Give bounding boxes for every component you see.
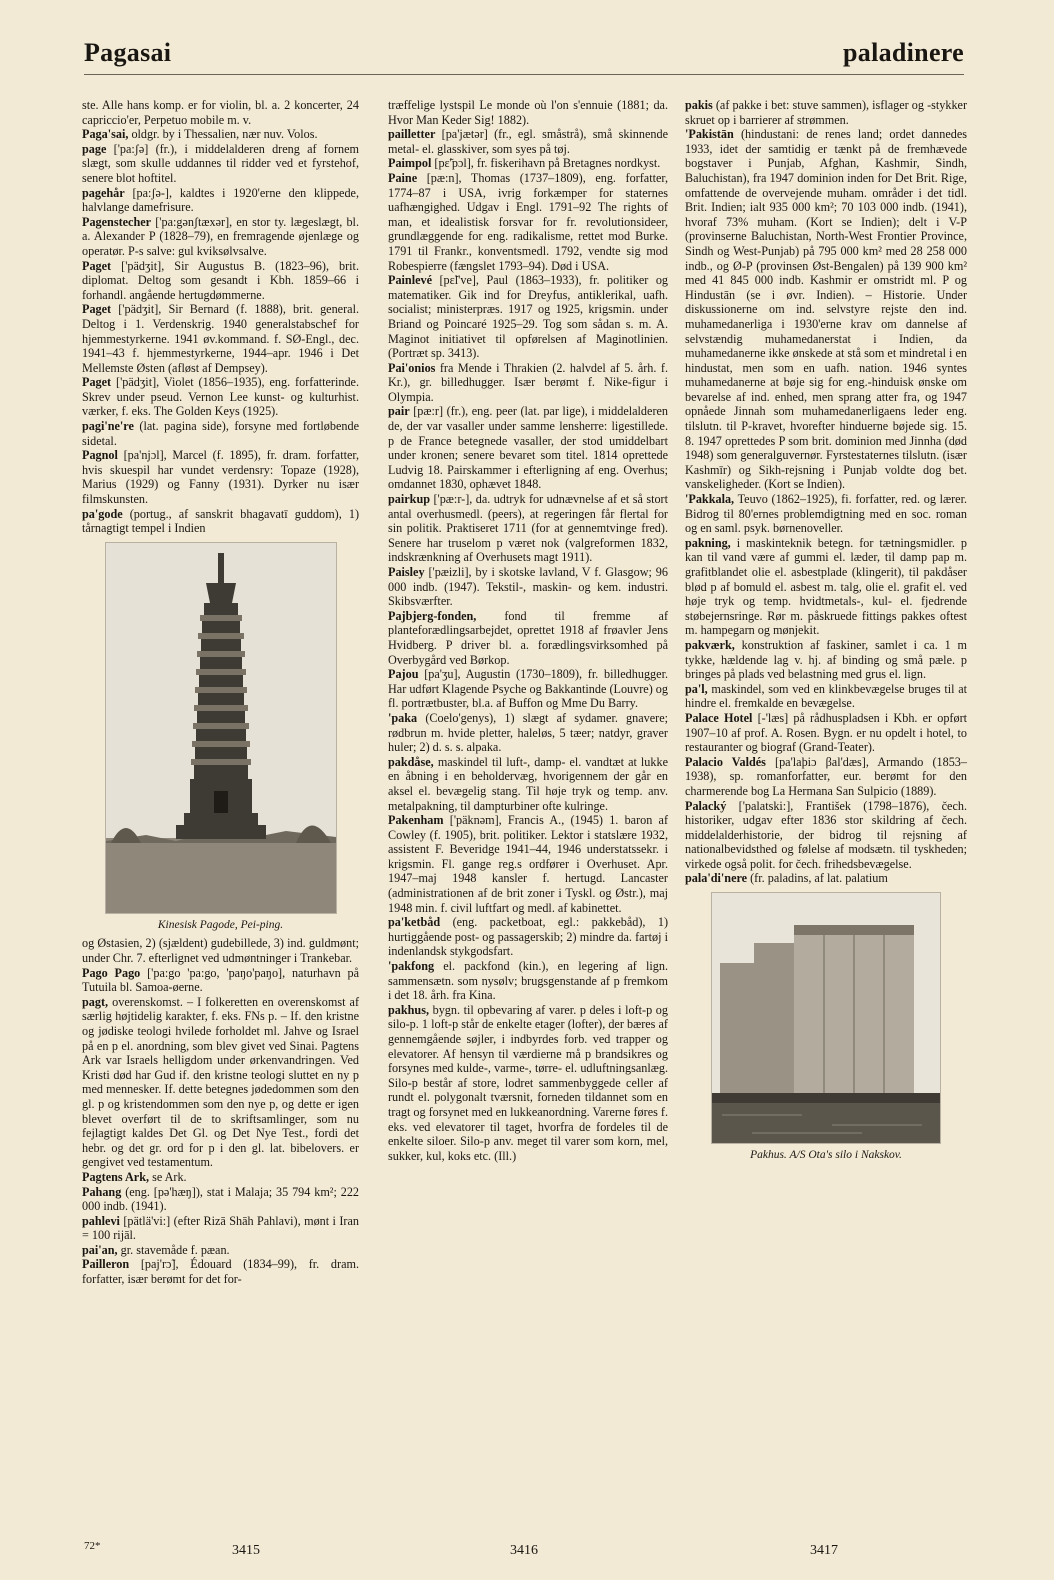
entry-text: ['pa:gənʃtæxər], en stor ty. lægeslægt, bl. a. Alexander P (1828–79), en fremragende øjenlæge og operatør. P-s salve: gul kviksølvsalve. [82,214,359,258]
dictionary-entry [388,755,668,813]
dictionary-entry [388,565,668,609]
entry-text: (portug., af sanskrit bhagavatī guddom), 1) tårnagtigt tempel i Indien [82,506,360,536]
column-1-entries-bottom [82,936,359,1286]
dictionary-entry [82,448,359,506]
entry-text: [pa'jætər] (fr., egl. småstrå), små skinnende metal- el. glasskiver, som syes på tøj. [388,127,668,156]
silo-figure [685,892,967,1163]
entry-text: (eng. [pə'hæŋ]), stat i Malaja; 35 794 km²; 222 000 indb. (1941). [82,1184,360,1214]
dictionary-entry [82,186,359,215]
entry-headword: pakdåse, [388,754,434,769]
column-number-3417: 3417 [810,1543,838,1558]
dictionary-entry [82,1243,359,1258]
entry-text: [pæ:r] (fr.), eng. peer (lat. par lige), i middelalderen de, der var vasaller under samme lensherre: ligestillede. p de France betegnede vasaller, der stod umiddelbart under kronen; senere bevaret som titel. 1814 oprettede Ludvig 18. Pairskammer i efterligning af eng. Overhus; omdannet 1830, ophævet 1848. [388,404,669,492]
dictionary-entry [388,404,668,492]
entry-headword: Paine [388,170,418,185]
entry-text: (af pakke i bet: stuve sammen), isflager og -stykker skruet op i barrierer af strømmen. [685,98,968,127]
dictionary-entry [388,156,668,171]
entry-text: (eng. packetboat, egl.: pakkebåd), 1) hurtiggående post- og passagerskib; 2) mindre da. fartøj i indenlandsk stykgodsfart. [388,915,668,959]
entry-text: bygn. til opbevaring af varer. p deles i loft-p og silo-p. 1 loft-p står de enkelte etager (lofter), der bæres af gennemgående søjler, i indbyrdes forb. ved trapper og elevatorer. Af hensyn til værdierne må p brandsikres og forsynes med kulde-, varme-, tørre- el. udluftningsanlæg. Silo-p består af store, lodret sammenbyggede celler af rundt el. polygonalt tværsnit, forneden tildannet som en tragt og forsynet med en lukkeanordning. Varerne føres f. eks. ved elevatorer til taget, hvorfra de fordeles til de enkelte siloer. Silo-p anv. meget til varer som korn, mel, sukker, kul, koks etc. (Ill.) [388,1002,668,1163]
running-head-left: Pagasai [84,38,172,67]
entry-headword: 'pakfong [388,959,435,974]
dictionary-entry [685,711,967,755]
dictionary-entry [82,127,359,142]
entry-headword: pakning, [685,535,731,550]
entry-headword: Paget [82,302,112,317]
entry-text: el. packfond (kin.), en legering af lign. sammensætn. som nysølv; brugsgenstande af p fremkom i det 18. årh. fra Kina. [388,959,668,1003]
running-head-right: paladinere [843,38,964,67]
entry-headword: pagehår [82,185,125,200]
signature-mark: 72* [84,1540,101,1552]
column-3 [685,98,967,1167]
dictionary-entry [685,682,967,711]
dictionary-entry [82,215,359,259]
entry-headword: pair [388,404,410,419]
dictionary-entry [685,871,967,886]
entry-headword: Palace Hotel [685,710,753,725]
dictionary-entry [685,799,967,872]
entry-text: [pätlä'vi:] (efter Rizā Shāh Pahlavi), mønt i Iran = 100 rijāl. [82,1213,359,1243]
entry-text: træffelige lystspil Le monde où l'on s'ennuie (1881; da. Hvor Man Keder Sig! 1882). [388,98,668,127]
dictionary-entry [82,259,359,303]
entry-text: ['pæizli], by i skotske lavland, V f. Glasgow; 96 000 indb. (1947). Tekstil-, maskin- og kem. industri. Skibsværfter. [388,565,668,609]
entry-headword: Paget [82,375,112,390]
dictionary-entry [388,492,668,565]
column-1-entries-top [82,98,359,536]
entry-text: (Coelo'genys), 1) slægt af sydamer. gnavere; rødbrun m. hvide pletter, haleløs, 5 tæer; natdyr, graver huler; 2) d. s. s. alpaka. [388,710,668,755]
entry-text: (lat. pagina side), forsyne med fortløbende sidetal. [82,419,359,448]
dictionary-entry [388,127,668,156]
column-number-3415: 3415 [232,1543,260,1558]
entry-headword: Pajou [388,667,419,682]
dictionary-entry [388,98,668,127]
entry-headword: pa'ketbåd [388,915,441,930]
entry-headword: pala'di'nere [685,871,748,886]
entry-headword: Pahang [82,1184,122,1199]
entry-text: [pa:ʃə-], kaldtes i 1920'erne den klippede, halvlange damefrisure. [82,185,360,215]
entry-text: [pa'njɔl], Marcel (f. 1895), fr. dram. forfatter, hvis skuespil har vundet verdensry: Topaze (1928), Marius (1929) og Fanny (1931). Dyrker nu især filmskunsten. [82,448,359,507]
entry-text: ['pa:go 'pa:go, 'paŋo'paŋo], naturhavn på Tutuila bl. Samoa-øerne. [82,965,360,995]
dictionary-entry [388,813,668,915]
entry-text: [pæ:n], Thomas (1737–1809), eng. forfatter, 1774–87 i USA, ivrig forkæmper for staternes uafhængighed. Udgav i Engl. 1791–92 The rights of man, et idealistisk forsvar for fr. revolutionsideer, grundlæggende for eng. radikalisme, rettet mod Burke. 1791 til Frankr., konventsmedl. 1792, vendte sig mod Robespierre (fængslet 1793–94). Død i USA. [388,170,669,273]
silo-caption: Pakhus. A/S Ota's silo i Nakskov. [750,1149,902,1162]
dictionary-entry [685,755,967,799]
entry-headword: Pai'onios [388,360,436,375]
pagoda-figure [82,542,359,933]
entry-headword: Pago Pago [82,965,141,980]
entry-headword: Pagenstecher [82,214,152,229]
dictionary-entry [388,959,668,1003]
entry-headword: pahlevi [82,1213,120,1228]
entry-headword: Palacio Valdés [685,754,766,769]
entry-headword: Pajbjerg-fonden, [388,608,477,623]
entry-headword: pairkup [388,492,431,507]
entry-headword: Paimpol [388,156,432,171]
dictionary-entry [685,127,967,492]
dictionary-entry [685,536,967,638]
entry-headword: 'Pakistān [685,127,734,142]
dictionary-entry [388,171,668,273]
entry-headword: Palacký [685,798,727,813]
dictionary-entry [685,98,967,127]
entry-headword: Painlevé [388,273,433,288]
entry-text: overenskomst. – I folkeretten en overenskomst af særlig højtidelig karakter, f. eks. FNs p. – If. den kristne og jødiske teologi hvilede forholdet ml. Jahve og Israel på en p el. anordning, som blev givet ved Sinai. Pagtens Ark var Israels helligdom under ørkenvandringen. Ved Kristi død har Gud if. den kristne teologi sluttet en ny p med mennesker. If. dette betegnes jødedommen som den gl. p og kristendommen som den nye p, og dette er igen blevet overført til de to skriftsamlinger, som nu fejlagtigt kaldes Det Gl. og Det Nye Test., fordi det hebr. og det gr. ord for p i den gl. lat. bibelovers. er gengivet ved testamentum. [82,994,360,1170]
dictionary-entry [685,638,967,682]
entry-text: [pɛ̃'pɔl], fr. fiskerihavn på Bretagnes nordkyst. [434,156,661,171]
entry-text: ['päknəm], Francis A., (1945) 1. baron af Cowley (f. 1905), brit. politiker. Lektor i statslære 1932, assistent F. Beveridge 1941–44, 1946 understatssekr. i krigsmin. Fl. gange reg.s ordfører i Overhuset. Apr. 1947–maj 1948 kansler f. hertugd. Lancaster (administrationen af de brit zoner i Tyskl. og Østr.), maj 1948 min. f. civil luftfart og medl. af kabinettet. [388,813,669,915]
entry-headword: pa'l, [685,681,708,696]
dictionary-entry [82,98,359,127]
column-1 [82,98,359,1287]
entry-text: i maskinteknik betegn. for tætningsmidler. p kan til vand være af gummi el. læder, til damp pap m. grafitblandet olie el. asbestplade (klingerit), til pakdåser blød p af bomuld el. asbest m. talg, olie el. grafit el. ved høje tryk og temp. hvidtmetals-, kul- el. fjedrende støbejernsringe. Rør m. påskruede fittings pakkes oftest m. hampegarn og mønjekit. [685,535,967,638]
entry-text: [paj'rɔ̃], Édouard (1834–99), fr. dram. forfatter, især berømt for det for- [82,1257,360,1287]
entry-headword: pa'gode [82,506,123,521]
dictionary-entry [82,936,359,965]
dictionary-entry [82,966,359,995]
entry-headword: 'Pakkala, [685,492,735,507]
dictionary-entry [82,302,359,375]
entry-headword: Paget [82,258,112,273]
entry-text: gr. stavemåde f. pæan. [120,1242,230,1257]
entry-headword: Pailleron [82,1257,130,1272]
dictionary-entry [82,142,359,186]
entry-headword: pagt, [82,994,109,1009]
entry-text: (fr. paladins, af lat. palatium [750,871,888,886]
entry-headword: pai'an, [82,1242,118,1257]
entry-headword: Pakenham [388,813,444,828]
silo-photo [711,892,941,1144]
entry-text: ['pæ:r-], da. udtryk for udnævnelse af et så stort antal overhusmedl. (peers), at regeringen får flertal for sin politik. Praktiseret 1711 (for at gennemtvinge fred). Senere har truselom p været nok (valgreformen 1832, indskrænkning af Overhusets magt 1911). [388,492,668,565]
dictionary-entry [388,361,668,405]
entry-text: Teuvo (1862–1925), fi. forfatter, red. og lærer. Bidrog til 80'ernes problemdigtning med en soc. roman og en saml. psyk. børnenoveller. [685,492,967,536]
dictionary-entry [388,667,668,711]
dictionary-entry [388,273,668,361]
entry-text: (hindustani: de renes land; ordet dannedes 1933, idet der samtidig er tænkt på de fremhævede bogstaver i Punjab, Afghan, Kashmir, Sindh, Baluchistan), fra 1947 dominion inden for Det Brit. Rige, omfattende de overvejende muham. områder i det tidl. Brit. Indien; ialt 935 000 km²; 70 103 000 indb. (1941), hvoraf 73% muham. (Kort se Indien); delt i V-P (provinserne Baluchistan, North-West Frontier Province, Sindh og West-Punjab) på 795 000 km² med 28 258 000 indb., og Ø-P (provinsen Øst-Bengalen) på 139 900 km² med 41 845 000 indb. Kashmir er omstridt ml. P og Hindustān (se i øvr. Indien). – Historie. Under diskussionerne om ind. selvstyre rejste den ind. muhamedanerliga i 1930'erne krav om dannelse af selvstændig muhamedanerstat i Indien, da muhamedanerne ikke ønskede at stå som et mindretal i en hindustat, men som en uafh. nation. 1946 syntes muhamedanerne at bøje sig for eng.-hinduisk ønske om bevarelse af ind. enhed, men sprang atter fra, og 1947 opnåede Jinnah som muhamedanerligaens leder eng. tilslutn. til P-kravet, hvorefter hinduerne bøjede sig. 15. 8. 1947 oprettedes P som brit. dominion med Jinnha (død 1948) som generalguvernør. Fyrstestaternes tilslutn. (især Kashmīr) og Sikh-rejsning i Punjab voldte dog bet. vanskeligheder. (Kort se Indien). [685,127,967,492]
entry-text: ['pädʒit], Violet (1856–1935), eng. forfatterinde. Skrev under pseud. Vernon Lee kunst- og kulturhist. værker, f. eks. The Golden Keys (1925). [82,375,360,419]
entry-headword: pakhus, [388,1002,429,1017]
dictionary-entry [388,1003,668,1164]
entry-headword: pakis [685,98,713,112]
entry-headword: pakværk, [685,637,735,652]
entry-text: fra Mende i Thrakien (2. halvdel af 5. årh. f. Kr.), gr. billedhugger. Især berømt f. Nike-figur i Olympia. [388,360,668,404]
dictionary-entry [82,1185,359,1214]
entry-headword: Pagnol [82,448,118,463]
entry-headword: Paisley [388,565,425,579]
entry-text: [pa'laþiɔ βal'dæs], Armando (1853–1938), sp. romanforfatter, eur. berømt for den charmerende bog La Hermana San Sulpicio (1889). [685,754,967,798]
dictionary-entry [685,492,967,536]
column-number-3416: 3416 [510,1543,538,1558]
dictionary-entry [388,711,668,755]
entry-text: maskindel, som ved en klinkbevægelse bruges til at hindre el. fremkalde en bevægelse. [685,681,968,711]
entry-text: oldgr. by i Thessalien, nær nuv. Volos. [131,127,318,142]
entry-text: konstruktion af faskiner, samlet i ca. 1 m tykke, hældende lag v. hj. af binding og små pæle. p bringes på plads ved belastning med grus el. lign. [685,637,967,682]
entry-text: og Østasien, 2) (sjældent) gudebillede, 3) ind. guldmønt; under Chr. 7. efterlignet ved udmøntninger i Trankebar. [82,936,359,965]
dictionary-entry [82,1170,359,1185]
entry-headword: page [82,141,107,156]
entry-text: ['pädʒit], Sir Bernard (f. 1888), brit. general. Deltog i 1. Verdenskrig. 1940 generalstabschef for hjemmestyrkerne. 1941 øv.kommand. f. SØ-Engl., dec. 1941–43 f. hjemmestyrkerne, 1944–apr. 1946 i Det Mellemste Østen (afløst af Dempsey). [82,302,359,375]
dictionary-entry [82,507,359,536]
column-2 [388,98,668,1163]
dictionary-entry [82,1257,359,1286]
entry-text: fond til fremme af planteforædlingsarbejdet, oprettet 1918 af frøavler Jens Hvidberg. P driver bl. a. forædlingsvirksomhed på Overbygård ved Børkop. [388,608,668,667]
entry-headword: Pagtens Ark, [82,1169,150,1184]
entry-text: [pɛ̃l've], Paul (1863–1933), fr. politiker og matematiker. Gik ind for Dreyfus, antiklerikal, uafh. socialist; ministerpræs. 1917 og 1925, krigsmin. under Briand og Poincaré 1925–29. Tog som sådan s. m. A. Maginot initiativet til opførelsen af Maginotlinien. (Portræt sp. 3413). [388,273,669,361]
entry-text: se Ark. [152,1169,187,1184]
dictionary-entry [388,915,668,959]
dictionary-entry [82,1214,359,1243]
entry-headword: 'paka [388,710,418,725]
column-3-entries [685,98,967,886]
entry-text: [pa'ʒu], Augustin (1730–1809), fr. billedhugger. Har udført Klagende Psyche og Bakkantinde (Louvre) og fl. portrætbuster, bl.a. af Buffon og Mme Du Barry. [388,667,668,711]
entry-text: ['pa:ʃə] (fr.), i middelalderen dreng af fornem slægt, som skulle uddannes til ridder ved et fyrstehof, senere blot hoftitel. [82,141,359,185]
header-rule [84,74,964,75]
entry-text: ['pädʒit], Sir Augustus B. (1823–96), brit. diplomat. Deltog som gesandt i Kbh. 1859–66 i forhandl. angående hertugdømmerne. [82,258,359,302]
entry-text: [-'læs] på rådhuspladsen i Kbh. er opført 1907–10 af prof. A. Rosen. Bygn. er nu opdelt i hotel, to restauranter og biograf (Grand-Teater). [685,710,968,755]
dictionary-entry [82,995,359,1170]
entry-text: maskindel til luft-, damp- el. vandtæt at lukke en åbning i en beholdervæg, hvorigennem der går en aksel el. bevægelig stang. Til høje tryk og temp. anv. metalpakning, til dampturbiner ofte kulringe. [388,754,669,813]
entry-text: ['palatski:], František (1798–1876), čech. historiker, udgav efter 1836 stor skildring af čech. middelalderhistorie, der bidrog til rejsning af nationalbevidsthed og følelse af modsætn. til tyskheden; virkede også polit. for čech. frihedsbevægelse. [685,798,968,871]
column-2-entries [388,98,668,1163]
entry-headword: pagi'ne're [82,419,134,434]
dictionary-entry [82,375,359,419]
pagoda-caption: Kinesisk Pagode, Pei-ping. [157,918,284,931]
pagoda-photo [105,542,337,914]
entry-text: ste. Alle hans komp. er for violin, bl. a. 2 koncerter, 24 capriccio'er, Perpetuo mobile m. v. [82,98,359,127]
dictionary-entry [388,609,668,667]
entry-headword: Paga'sai, [82,127,129,142]
dictionary-entry [82,419,359,448]
entry-headword: pailletter [388,127,436,142]
